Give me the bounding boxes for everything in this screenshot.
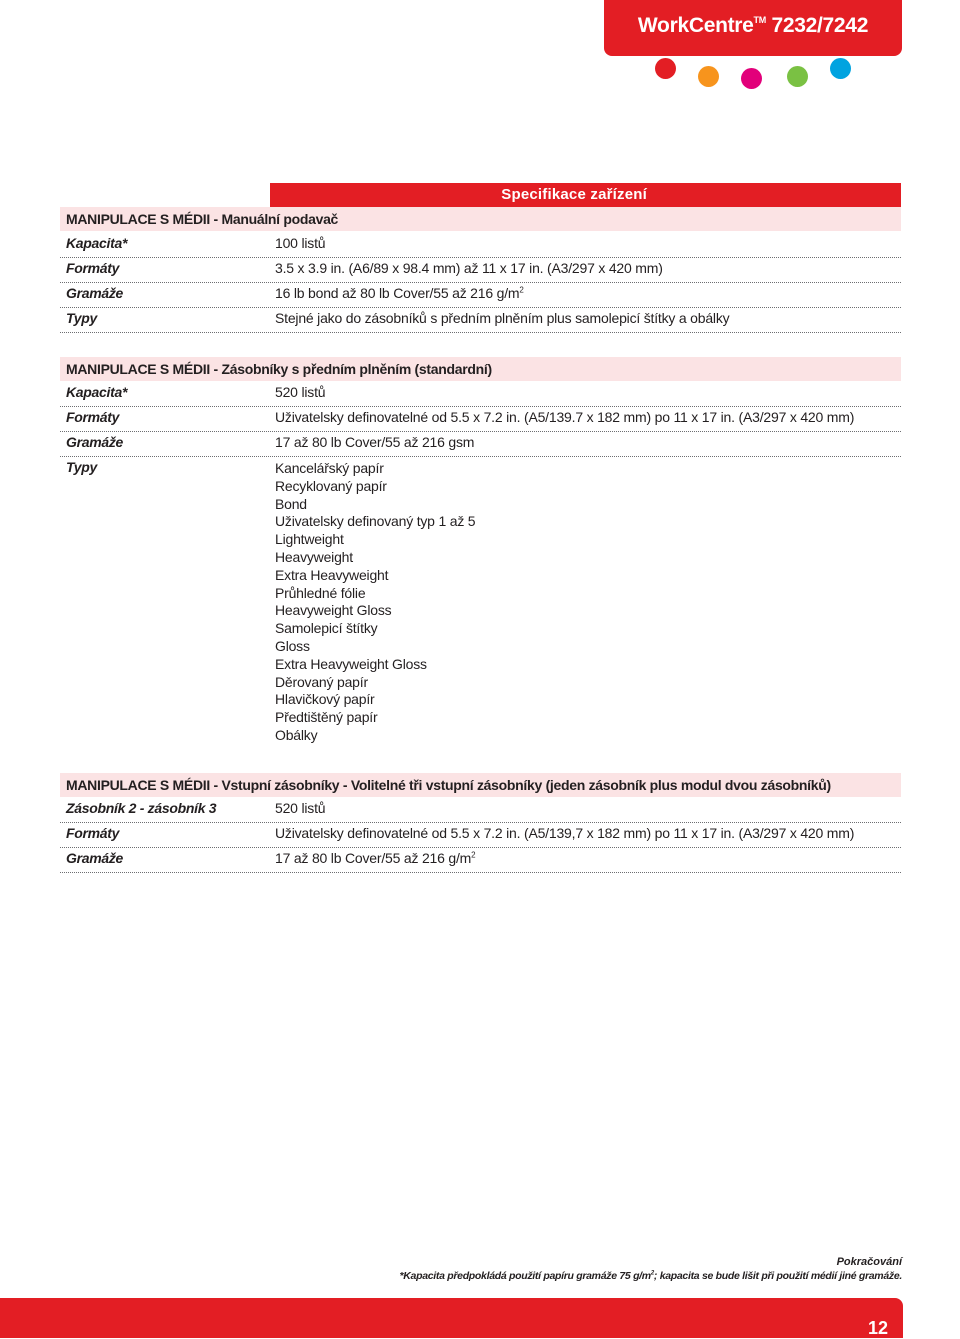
section2-row-types — [60, 457, 901, 757]
page-number: 12 — [867, 1318, 889, 1338]
list-item: Lightweight — [275, 531, 344, 548]
brand-dot-orange — [698, 66, 719, 87]
row-label: Kapacita* — [66, 384, 128, 400]
row-label: Formáty — [66, 409, 120, 425]
list-item: Heavyweight — [275, 548, 353, 565]
section2-heading-text: MANIPULACE S MÉDII - Zásobníky s předním plněním (standardní) — [66, 361, 492, 377]
list-item: Průhledné fólie — [275, 584, 366, 601]
row-label: Gramáže — [66, 285, 124, 301]
row-value: Stejné jako do zásobníků s předním plněním plus samolepicí štítky a obálky — [275, 310, 730, 326]
list-item: Heavyweight Gloss — [275, 602, 392, 619]
row-label: Typy — [66, 310, 97, 326]
list-item: Gloss — [275, 637, 310, 654]
row-value: 520 listů — [275, 800, 326, 816]
row-value-text: 17 až 80 lb Cover/55 až 216 g/m — [275, 850, 472, 866]
row-label: Formáty — [66, 260, 120, 276]
row-value: Uživatelsky definovatelné od 5.5 x 7.2 in. (A5/139,7 x 182 mm) po 11 x 17 in. (A3/297 x 420 mm) — [275, 825, 855, 841]
types-list-container — [275, 460, 475, 745]
section3-heading — [60, 773, 901, 797]
row-label: Typy — [66, 459, 97, 475]
list-item: Děrovaný papír — [275, 673, 368, 690]
list-item: Kancelářský papír — [275, 460, 384, 476]
row-label: Zásobník 2 - zásobník 3 — [66, 800, 217, 816]
section1-row-types — [60, 308, 901, 333]
section1-row-weights — [60, 283, 901, 308]
row-value: 100 listů — [275, 235, 326, 251]
brand-title-models: 7232/7242 — [771, 14, 869, 37]
trademark-sup: TM — [753, 15, 766, 25]
superscript: 2 — [519, 285, 524, 295]
list-item: Recyklovaný papír — [275, 477, 387, 494]
row-value: 3.5 x 3.9 in. (A6/89 x 98.4 mm) až 11 x 17 in. (A3/297 x 420 mm) — [275, 260, 663, 276]
section3-row-trays — [60, 798, 901, 823]
section1-heading — [60, 207, 901, 231]
list-item: Uživatelsky definovaný typ 1 až 5 — [275, 513, 476, 530]
brand-header — [604, 0, 902, 56]
brand-dot-blue — [830, 58, 851, 79]
brand-title-main: WorkCentre — [637, 14, 754, 37]
row-value — [275, 285, 524, 301]
brand-dot-red — [655, 58, 676, 79]
section2-row-capacity — [60, 382, 901, 407]
continued-label: Pokračování — [836, 1256, 902, 1268]
section2-row-formats — [60, 407, 901, 432]
types-list — [275, 460, 475, 745]
section3-row-formats — [60, 823, 901, 848]
section3-heading-text: MANIPULACE S MÉDII - Vstupní zásobníky - Volitelné tři vstupní zásobníky (jeden zásobník plus modul dvou zásobníků) — [66, 777, 831, 793]
section2-heading — [60, 357, 901, 381]
superscript: 2 — [471, 850, 476, 860]
section1-row-capacity — [60, 233, 901, 258]
list-item: Hlavičkový papír — [275, 691, 375, 708]
footnote-text-2: ; kapacita se bude lišit při použití médií jiné gramáže. — [653, 1270, 902, 1282]
row-label: Gramáže — [66, 434, 124, 450]
section1-heading-text: MANIPULACE S MÉDII - Manuální podavač — [66, 211, 339, 227]
footnote-superscript: 2 — [650, 1270, 654, 1277]
row-value-text: 16 lb bond až 80 lb Cover/55 až 216 g/m — [275, 285, 520, 301]
footnote-text-1: *Kapacita předpokládá použití papíru gramáže 75 g/m — [399, 1270, 651, 1282]
list-item: Obálky — [275, 726, 318, 743]
brand-dot-green — [787, 66, 808, 87]
spec-bar — [270, 183, 901, 207]
row-value: 520 listů — [275, 384, 326, 400]
section2-row-weights — [60, 432, 901, 457]
list-item: Extra Heavyweight Gloss — [275, 655, 427, 672]
row-value: 17 až 80 lb Cover/55 až 216 gsm — [275, 434, 475, 450]
list-item: Předtištěný papír — [275, 709, 378, 726]
section3-row-weights — [60, 848, 901, 873]
section1-row-formats — [60, 258, 901, 283]
list-item: Samolepicí štítky — [275, 620, 378, 637]
row-value — [275, 850, 475, 866]
brand-title — [604, 14, 902, 38]
footer-bar — [0, 1298, 903, 1338]
spec-bar-label: Specifikace zařízení — [501, 186, 647, 203]
list-item: Bond — [275, 495, 307, 512]
footnote — [399, 1270, 902, 1282]
brand-dot-magenta — [741, 68, 762, 89]
list-item: Extra Heavyweight — [275, 566, 389, 583]
row-label: Kapacita* — [66, 235, 128, 251]
row-label: Formáty — [66, 825, 120, 841]
row-label: Gramáže — [66, 850, 124, 866]
row-value: Uživatelsky definovatelné od 5.5 x 7.2 in. (A5/139.7 x 182 mm) po 11 x 17 in. (A3/297 x 420 mm) — [275, 409, 855, 425]
